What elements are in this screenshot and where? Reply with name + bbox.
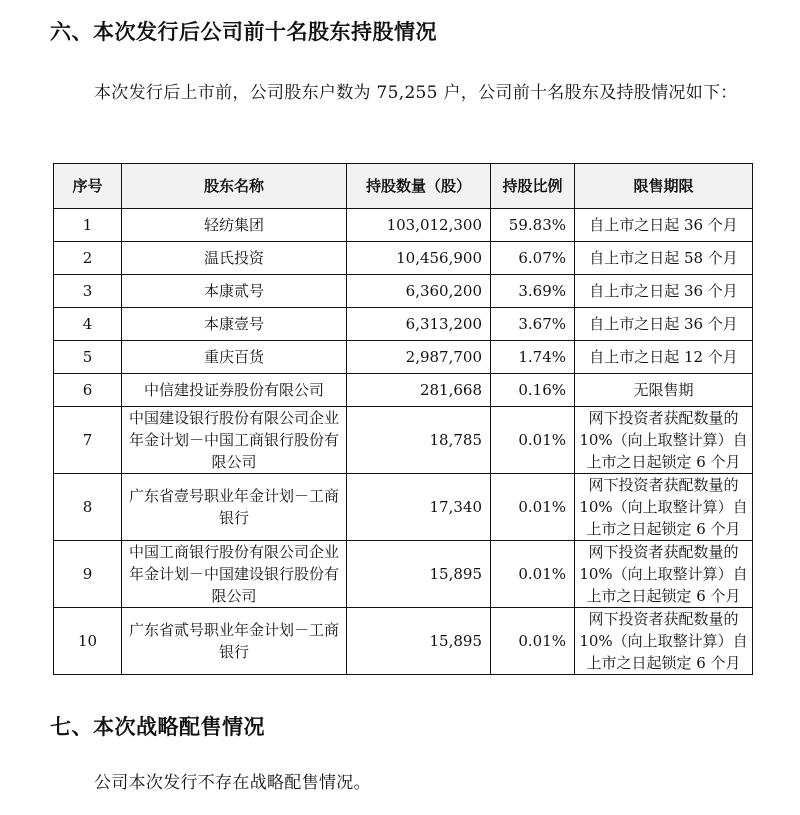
header-shares: 持股数量（股） xyxy=(347,164,491,209)
cell-seq: 10 xyxy=(54,608,122,675)
section-6-intro: 本次发行后上市前，公司股东户数为 75,255 户，公司前十名股东及持股情况如下： xyxy=(94,83,738,103)
table-row xyxy=(54,541,753,608)
cell-lockup: 网下投资者获配数量的10%（向上取整计算）自上市之日起锁定 6 个月 xyxy=(575,541,753,608)
cell-lockup: 无限售期 xyxy=(575,374,753,407)
table-row xyxy=(54,275,753,308)
table-row xyxy=(54,474,753,541)
cell-shares: 17,340 xyxy=(347,474,491,541)
cell-name: 广东省壹号职业年金计划－工商银行 xyxy=(122,474,347,541)
cell-shares: 10,456,900 xyxy=(347,242,491,275)
cell-seq: 6 xyxy=(54,374,122,407)
cell-ratio: 0.16% xyxy=(491,374,575,407)
cell-ratio: 0.01% xyxy=(491,541,575,608)
cell-ratio: 0.01% xyxy=(491,474,575,541)
cell-lockup: 网下投资者获配数量的10%（向上取整计算）自上市之日起锁定 6 个月 xyxy=(575,608,753,675)
cell-lockup: 自上市之日起 36 个月 xyxy=(575,209,753,242)
cell-name: 中国工商银行股份有限公司企业年金计划－中国建设银行股份有限公司 xyxy=(122,541,347,608)
header-name: 股东名称 xyxy=(122,164,347,209)
cell-ratio: 59.83% xyxy=(491,209,575,242)
cell-lockup: 自上市之日起 58 个月 xyxy=(575,242,753,275)
top-ten-shareholders-table xyxy=(53,163,753,675)
header-ratio: 持股比例 xyxy=(491,164,575,209)
cell-name: 温氏投资 xyxy=(122,242,347,275)
cell-name: 本康壹号 xyxy=(122,308,347,341)
cell-lockup: 自上市之日起 12 个月 xyxy=(575,341,753,374)
cell-name: 轻纺集团 xyxy=(122,209,347,242)
cell-name: 重庆百货 xyxy=(122,341,347,374)
cell-seq: 1 xyxy=(54,209,122,242)
cell-ratio: 3.67% xyxy=(491,308,575,341)
table-row xyxy=(54,209,753,242)
table-row xyxy=(54,608,753,675)
cell-shares: 6,313,200 xyxy=(347,308,491,341)
cell-lockup: 自上市之日起 36 个月 xyxy=(575,308,753,341)
cell-name: 广东省贰号职业年金计划－工商银行 xyxy=(122,608,347,675)
table-row xyxy=(54,242,753,275)
table-row xyxy=(54,407,753,474)
section-7-title: 七、本次战略配售情况 xyxy=(50,715,265,739)
cell-ratio: 1.74% xyxy=(491,341,575,374)
header-lockup: 限售期限 xyxy=(575,164,753,209)
cell-ratio: 0.01% xyxy=(491,608,575,675)
cell-shares: 103,012,300 xyxy=(347,209,491,242)
cell-shares: 281,668 xyxy=(347,374,491,407)
cell-ratio: 3.69% xyxy=(491,275,575,308)
cell-lockup: 网下投资者获配数量的10%（向上取整计算）自上市之日起锁定 6 个月 xyxy=(575,474,753,541)
table-row xyxy=(54,374,753,407)
cell-name: 本康贰号 xyxy=(122,275,347,308)
cell-shares: 15,895 xyxy=(347,541,491,608)
section-7-body: 公司本次发行不存在战略配售情况。 xyxy=(94,773,371,793)
cell-ratio: 0.01% xyxy=(491,407,575,474)
cell-seq: 7 xyxy=(54,407,122,474)
cell-name: 中信建投证券股份有限公司 xyxy=(122,374,347,407)
cell-seq: 3 xyxy=(54,275,122,308)
cell-seq: 2 xyxy=(54,242,122,275)
cell-shares: 18,785 xyxy=(347,407,491,474)
table-row xyxy=(54,308,753,341)
cell-shares: 6,360,200 xyxy=(347,275,491,308)
cell-lockup: 网下投资者获配数量的10%（向上取整计算）自上市之日起锁定 6 个月 xyxy=(575,407,753,474)
cell-seq: 5 xyxy=(54,341,122,374)
cell-shares: 2,987,700 xyxy=(347,341,491,374)
cell-lockup: 自上市之日起 36 个月 xyxy=(575,275,753,308)
cell-seq: 4 xyxy=(54,308,122,341)
cell-seq: 9 xyxy=(54,541,122,608)
cell-shares: 15,895 xyxy=(347,608,491,675)
table-row xyxy=(54,341,753,374)
cell-name: 中国建设银行股份有限公司企业年金计划－中国工商银行股份有限公司 xyxy=(122,407,347,474)
section-6-title: 六、本次发行后公司前十名股东持股情况 xyxy=(50,20,437,44)
header-seq: 序号 xyxy=(54,164,122,209)
cell-ratio: 6.07% xyxy=(491,242,575,275)
cell-seq: 8 xyxy=(54,474,122,541)
table-header-row xyxy=(54,164,753,209)
